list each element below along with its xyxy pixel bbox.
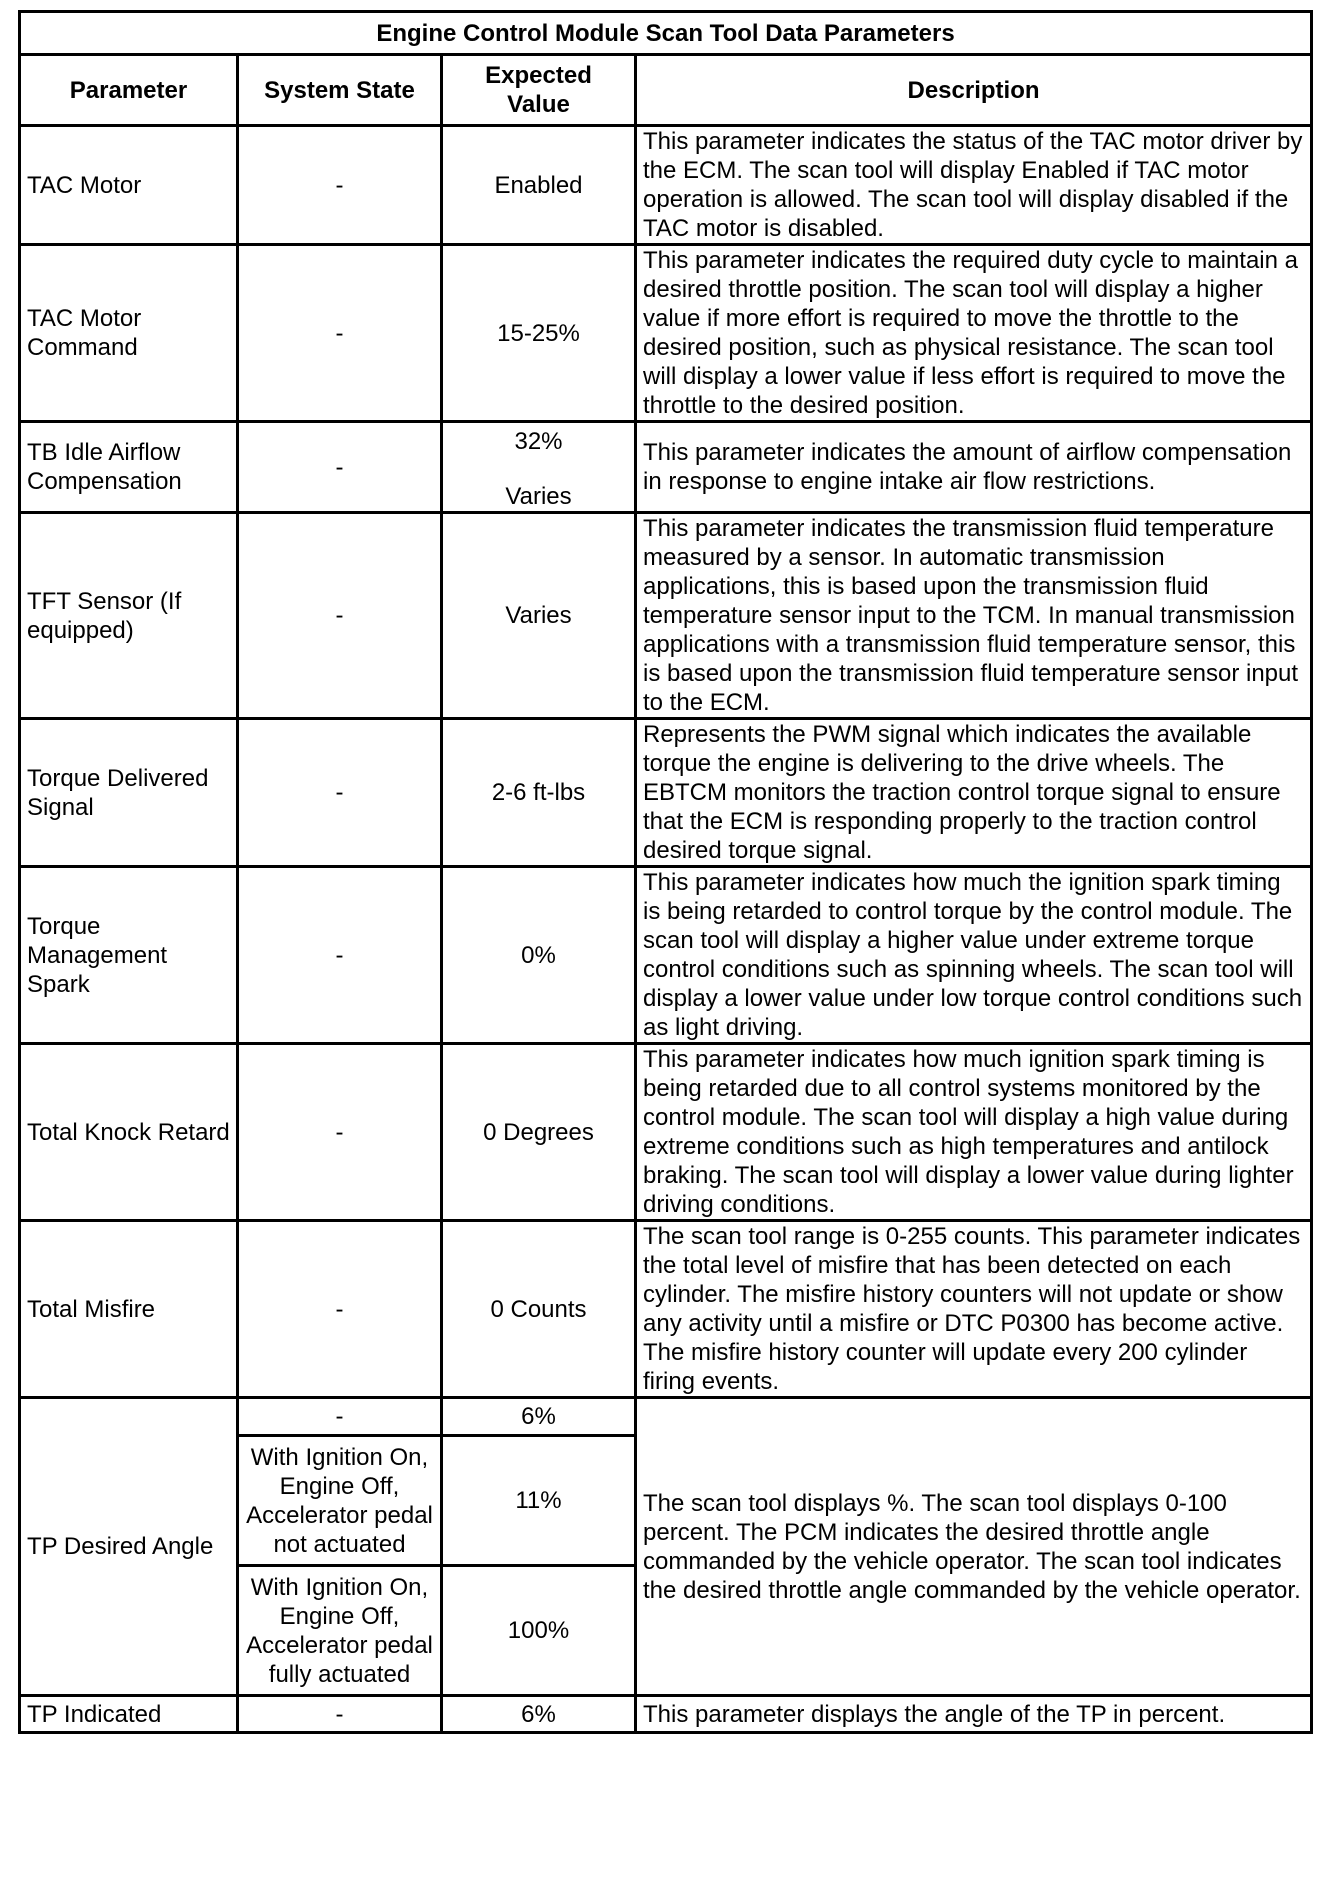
table-row	[20, 1221, 1312, 1398]
table-row	[20, 513, 1312, 719]
row-system-state: -	[238, 867, 442, 1044]
table-row	[20, 719, 1312, 867]
header-expected-value	[442, 55, 636, 126]
row-system-state: With Ignition On, Engine Off, Accelerator pedal not actuated	[238, 1436, 442, 1566]
row-parameter: TFT Sensor (If equipped)	[20, 513, 238, 719]
table-row	[20, 126, 1312, 245]
row-expected-value: 6%	[442, 1696, 636, 1733]
row-system-state: With Ignition On, Engine Off, Accelerator pedal fully actuated	[238, 1566, 442, 1696]
row-system-state: -	[238, 1398, 442, 1436]
row-system-state: -	[238, 126, 442, 245]
row-description: This parameter indicates how much the ignition spark timing is being retarded to control torque by the control module. The scan tool will display a higher value under extreme torque control conditions such as spinning wheels. The scan tool will display a lower value under low torque control conditions such as light driving.	[636, 867, 1312, 1044]
expected-value-primary: 32%	[514, 428, 563, 455]
table-row	[20, 1398, 1312, 1436]
row-system-state: -	[238, 513, 442, 719]
table-title: Engine Control Module Scan Tool Data Parameters	[20, 12, 1312, 55]
row-description: This parameter indicates the amount of airflow compensation in response to engine intake air flow restrictions.	[636, 422, 1312, 513]
header-expected-line1: Expected	[485, 62, 592, 89]
row-expected-value: Varies	[442, 513, 636, 719]
row-expected-value: 100%	[442, 1566, 636, 1696]
row-expected-value	[442, 422, 636, 513]
header-system-state: System State	[238, 55, 442, 126]
row-expected-value: 6%	[442, 1398, 636, 1436]
header-expected-line2: Value	[507, 91, 570, 118]
row-expected-value: 2-6 ft-lbs	[442, 719, 636, 867]
row-parameter: Torque Delivered Signal	[20, 719, 238, 867]
row-expected-value: 11%	[442, 1436, 636, 1566]
row-description: This parameter indicates the transmission fluid temperature measured by a sensor. In automatic transmission applications, this is based upon the transmission fluid temperature sensor input to the TCM. In manual transmission applications with a transmission fluid temperature sensor, this is based upon the transmission fluid temperature sensor input to the ECM.	[636, 513, 1312, 719]
row-parameter: TAC Motor	[20, 126, 238, 245]
row-description: The scan tool range is 0-255 counts. This parameter indicates the total level of misfire that has been detected on each cylinder. The misfire history counters will not update or show any activity until a misfire or DTC P0300 has become active. The misfire history counter will update every 200 cylinder firing events.	[636, 1221, 1312, 1398]
row-description: This parameter displays the angle of the TP in percent.	[636, 1696, 1312, 1733]
table-row	[20, 1044, 1312, 1221]
table-row	[20, 245, 1312, 422]
row-parameter: TAC Motor Command	[20, 245, 238, 422]
table-row	[20, 867, 1312, 1044]
row-description: This parameter indicates how much ignition spark timing is being retarded due to all control systems monitored by the control module. The scan tool will display a high value during extreme conditions such as high temperatures and antilock braking. The scan tool will display a lower value during lighter driving conditions.	[636, 1044, 1312, 1221]
row-description: Represents the PWM signal which indicates the available torque the engine is delivering to the drive wheels. The EBTCM monitors the traction control torque signal to ensure that the ECM is responding properly to the traction control desired torque signal.	[636, 719, 1312, 867]
row-parameter: TP Indicated	[20, 1696, 238, 1733]
scan-tool-data-table	[18, 10, 1313, 1734]
table-row	[20, 422, 1312, 513]
row-system-state: -	[238, 245, 442, 422]
row-system-state: -	[238, 422, 442, 513]
row-parameter: Total Misfire	[20, 1221, 238, 1398]
row-parameter: Torque Management Spark	[20, 867, 238, 1044]
row-expected-value: 0 Degrees	[442, 1044, 636, 1221]
header-parameter: Parameter	[20, 55, 238, 126]
row-system-state: -	[238, 1044, 442, 1221]
row-description: This parameter indicates the status of the TAC motor driver by the ECM. The scan tool will display Enabled if TAC motor operation is allowed. The scan tool will display disabled if the TAC motor is disabled.	[636, 126, 1312, 245]
row-system-state: -	[238, 1696, 442, 1733]
row-expected-value: Enabled	[442, 126, 636, 245]
header-description: Description	[636, 55, 1312, 126]
row-expected-value: 0%	[442, 867, 636, 1044]
expected-value-secondary: Varies	[505, 483, 572, 510]
row-expected-value: 15-25%	[442, 245, 636, 422]
row-description: This parameter indicates the required duty cycle to maintain a desired throttle position. The scan tool will display a higher value if more effort is required to move the throttle to the desired position, such as physical resistance. The scan tool will display a lower value if less effort is required to move the throttle to the desired position.	[636, 245, 1312, 422]
row-system-state: -	[238, 1221, 442, 1398]
row-system-state: -	[238, 719, 442, 867]
table-row	[20, 1696, 1312, 1733]
row-description: The scan tool displays %. The scan tool displays 0-100 percent. The PCM indicates the desired throttle angle commanded by the vehicle operator. The scan tool indicates the desired throttle angle commanded by the vehicle operator.	[636, 1398, 1312, 1696]
row-expected-value: 0 Counts	[442, 1221, 636, 1398]
row-parameter: TP Desired Angle	[20, 1398, 238, 1696]
row-parameter: TB Idle Airflow Compensation	[20, 422, 238, 513]
row-parameter: Total Knock Retard	[20, 1044, 238, 1221]
